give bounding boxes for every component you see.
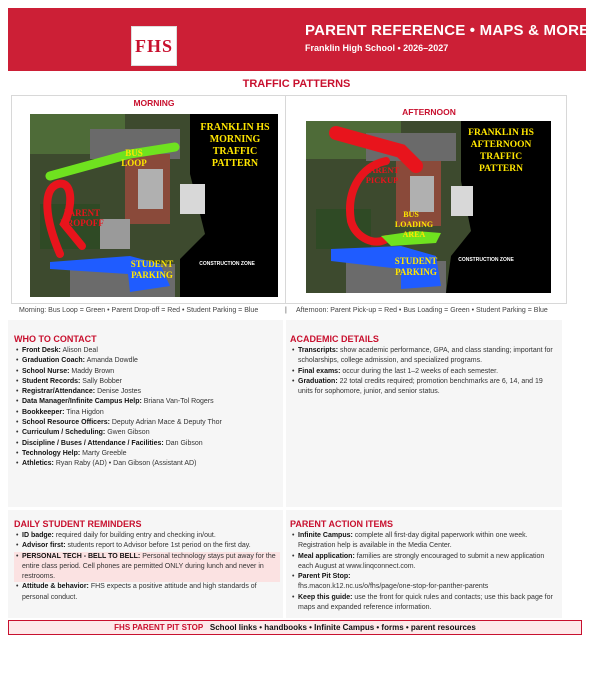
morning-parking-label-2: PARKING (131, 270, 173, 280)
list-item: • Technology Help: Marty Greeble (16, 449, 278, 459)
morning-map-svg (30, 114, 278, 297)
list-item: • School Resource Officers: Deputy Adrian Mace & Deputy Thor (16, 418, 278, 428)
actions-title: PARENT ACTION ITEMS (290, 519, 393, 529)
afternoon-pickup-label-2: PICKUP (365, 175, 399, 185)
afternoon-bus-label-2: LOADING (394, 220, 434, 229)
afternoon-legend-caption: Afternoon: Parent Pick-up = Red • Bus Loading = Green • Student Parking = Blue (296, 307, 548, 314)
list-item: • Data Manager/Infinite Campus Help: Briana Van-Tol Rogers (16, 397, 278, 407)
list-item: • Parent Pit Stop: fhs.macon.k12.nc.us/o/fhs/page/one-stop-for-panther-parents (292, 572, 556, 593)
morning-construction-label: CONSTRUCTION ZONE (199, 261, 255, 267)
caption-separator: | (285, 307, 287, 314)
list-item: • Graduation: 22 total credits required; promotion benchmarks are 6, 14, and 19 units for sophomore, junior, and senior status. (292, 377, 554, 398)
parent-pit-stop-bar[interactable] (8, 620, 582, 635)
pit-stop-label: FHS PARENT PIT STOP (114, 623, 204, 632)
reminders-title: DAILY STUDENT REMINDERS (14, 519, 142, 529)
morning-map-title-1: FRANKLIN HS (200, 122, 270, 133)
morning-map-title-4: PATTERN (211, 158, 259, 169)
morning-dropoff-label-1: PARENT (63, 208, 101, 218)
list-item: • Keep this guide: use the front for quick rules and contacts; use this back page for maps and expanded reference information. (292, 593, 556, 614)
afternoon-bus-label-3: AREA (402, 230, 426, 239)
list-item: • School Nurse: Maddy Brown (16, 367, 278, 377)
list-item: • Registrar/Attendance: Denise Jostes (16, 387, 278, 397)
afternoon-map-svg (306, 121, 551, 293)
list-item: • Discipline / Buses / Attendance / Facilities: Dan Gibson (16, 439, 278, 449)
list-item: • Transcripts: show academic performance, GPA, and class standing; important for scholarships, college admission, and specialized programs. (292, 346, 554, 367)
morning-dropoff-label-2: DROPOFF (60, 218, 104, 228)
morning-parking-label-1: STUDENT (130, 259, 174, 269)
list-item: • Student Records: Sally Bobber (16, 377, 278, 387)
list-item-highlight: • PERSONAL TECH - BELL TO BELL: Personal technology stays put away for the entire class period. Cell phones are permitted ONLY during lunch and never in restrooms. (14, 552, 280, 583)
morning-bus-label-1: BUS (125, 148, 143, 158)
reminders-list (16, 531, 280, 603)
list-item: • Front Desk: Alison Deal (16, 346, 278, 356)
morning-bus-label-2: LOOP (121, 158, 147, 168)
list-item: • Infinite Campus: complete all first-day digital paperwork within one week. Registration help is available in the Media Center. (292, 531, 556, 552)
list-item: • Bookkeeper: Tina Higdon (16, 408, 278, 418)
academic-list (292, 346, 554, 397)
pit-stop-links: School links • handbooks • Infinite Campus • forms • parent resources (209, 623, 476, 632)
list-item: • ID badge: required daily for building entry and checking in/out. (16, 531, 280, 541)
afternoon-map-title-1: FRANKLIN HS (468, 128, 534, 138)
afternoon-traffic-map (306, 121, 551, 293)
morning-map-title-2: MORNING (209, 134, 261, 145)
afternoon-construction-label: CONSTRUCTION ZONE (458, 257, 514, 263)
academic-title: ACADEMIC DETAILS (290, 334, 379, 344)
traffic-section-title: TRAFFIC PATTERNS (242, 78, 351, 90)
afternoon-parking-label-2: PARKING (395, 267, 437, 277)
afternoon-parking-label-1: STUDENT (394, 256, 438, 266)
page-title: PARENT REFERENCE • MAPS & MORE (305, 22, 590, 39)
morning-traffic-map (30, 114, 278, 297)
list-item: • Final exams: occur during the last 1–2 weeks of each semester. (292, 367, 554, 377)
page-header (8, 8, 590, 71)
contacts-list (16, 346, 278, 470)
morning-legend-caption: Morning: Bus Loop = Green • Parent Drop-off = Red • Student Parking = Blue (19, 307, 259, 314)
contacts-title: WHO TO CONTACT (14, 334, 97, 344)
page-subtitle: Franklin High School • 2026–2027 (305, 43, 449, 53)
list-item: • Advisor first: students report to Advisor before 1st period on the first day. (16, 541, 280, 551)
list-item: • Meal application: families are strongly encouraged to submit a new application each August at www.linqconnect.com. (292, 552, 556, 573)
afternoon-map-title-2: AFTERNOON (470, 140, 532, 150)
morning-label: MORNING (133, 98, 175, 108)
afternoon-pickup-label-1: PARENT (364, 165, 400, 175)
afternoon-bus-label-1: BUS (403, 210, 419, 219)
afternoon-map-title-3: TRAFFIC (479, 152, 523, 162)
actions-list (292, 531, 556, 613)
list-item: • Attitude & behavior: FHS expects a positive attitude and high standards of personal conduct. (16, 582, 280, 603)
list-item: • Graduation Coach: Amanda Dowdle (16, 356, 278, 366)
afternoon-map-title-4: PATTERN (479, 164, 523, 174)
list-item: • Curriculum / Scheduling: Gwen Gibson (16, 428, 278, 438)
morning-map-title-3: TRAFFIC (212, 146, 258, 157)
logo-text: FHS (134, 35, 173, 56)
fhs-logo (131, 26, 177, 66)
list-item: • Athletics: Ryan Raby (AD) • Dan Gibson (Assistant AD) (16, 459, 278, 469)
afternoon-label: AFTERNOON (402, 107, 456, 117)
traffic-divider (285, 95, 286, 304)
